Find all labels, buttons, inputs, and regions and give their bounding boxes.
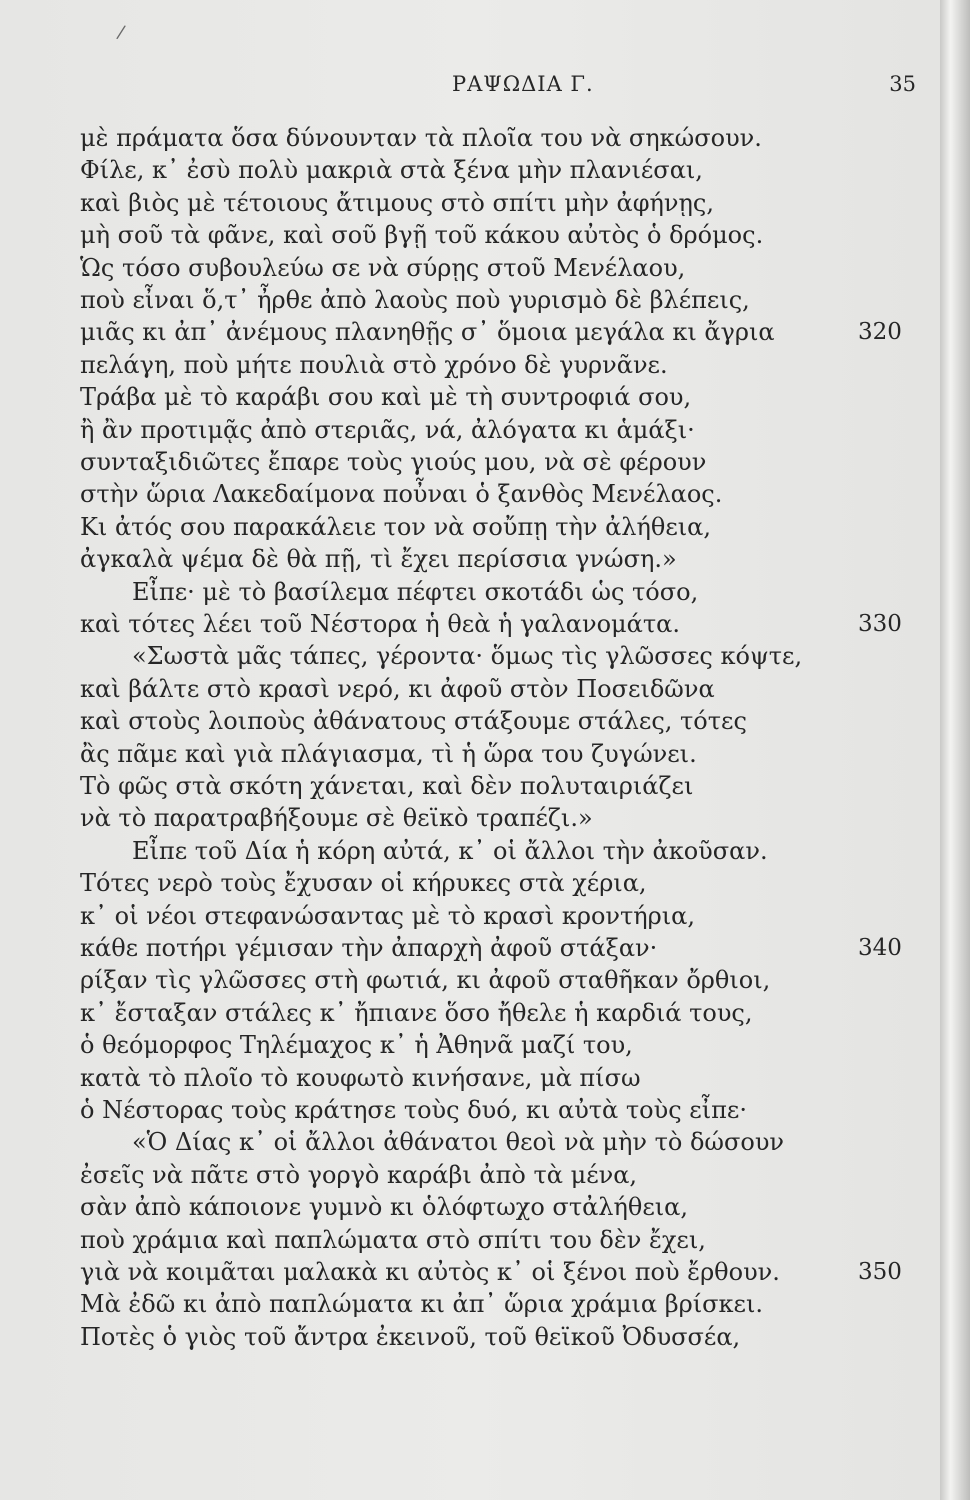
margin-mark: / [115, 21, 127, 44]
verse-line: γιὰ νὰ κοιμᾶται μαλακὰ κι αὐτὸς κ᾿ οἱ ξένοι ποὺ ἔρθουν. [80, 1258, 780, 1286]
page-edge [940, 0, 970, 1500]
verse-line: πελάγη, ποὺ μήτε πουλιὰ στὸ χρόνο δὲ γυρνᾶνε. [80, 350, 668, 379]
verse-line: «Ὁ Δίας κ᾿ οἱ ἄλλοι ἀθάνατοι θεοὶ νὰ μὴν τὸ δώσουν [132, 1128, 784, 1157]
verse-line: ὁ θεόμορφος Τηλέμαχος κ᾿ ἡ Ἀθηνᾶ μαζί του, [80, 1031, 633, 1060]
page-number: 35 [889, 72, 916, 96]
verse-line: μὲ πράματα ὅσα δύνουνταν τὰ πλοῖα του νὰ σηκώσουν. [80, 124, 762, 152]
verse-line: Τότες νερὸ τοὺς ἔχυσαν οἱ κήρυκες στὰ χέρια, [80, 869, 647, 898]
verse-line: Φίλε, κ᾿ ἐσὺ πολὺ μακριὰ στὰ ξένα μὴν πλανιέσαι, [80, 156, 703, 185]
verse-line: ποὺ χράμια καὶ παπλώματα στὸ σπίτι του δὲν ἔχει, [80, 1225, 706, 1254]
verse-line: Τράβα μὲ τὸ καράβι σου καὶ μὲ τὴ συντροφιά σου, [80, 383, 692, 412]
verse-line: ἀγκαλὰ ψέμα δὲ θὰ πῇ, τὶ ἔχει περίσσια γνώση.» [80, 545, 677, 574]
verse-line: Ποτὲς ὁ γιὸς τοῦ ἄντρα ἐκεινοῦ, τοῦ θεϊκοῦ Ὀδυσσέα, [80, 1322, 741, 1351]
verse-line: Εἶπε τοῦ Δία ἡ κόρη αὐτά, κ᾿ οἱ ἄλλοι τὴν ἀκοῦσαν. [132, 836, 768, 865]
verse-line: μιᾶς κι ἀπ᾿ ἀνέμους πλανηθῇς σ᾿ ὅμοια μεγάλα κι ἄγρια [80, 318, 775, 347]
line-number-320: 320 [858, 319, 902, 346]
verse-line: ὁ Νέστορας τοὺς κράτησε τοὺς δυό, κι αὐτὰ τοὺς εἶπε· [80, 1096, 747, 1124]
verse-line: στὴν ὥρια Λακεδαίμονα ποὖναι ὁ ξανθὸς Μενέλαος. [80, 480, 723, 509]
verse-line: καὶ βιὸς μὲ τέτοιους ἄτιμους στὸ σπίτι μὴν ἀφήνῃς, [80, 188, 714, 217]
verse-line: Εἶπε· μὲ τὸ βασίλεμα πέφτει σκοτάδι ὡς τόσο, [132, 577, 699, 606]
verse-line: καὶ στοὺς λοιποὺς ἀθάνατους στάξουμε στάλες, τότες [80, 707, 747, 736]
verse-line: ποὺ εἶναι ὅ,τ᾿ ἦρθε ἀπὸ λαοὺς ποὺ γυρισμὸ δὲ βλέπεις, [80, 286, 750, 314]
verse-line: ἐσεῖς νὰ πᾶτε στὸ γοργὸ καράβι ἀπὸ τὰ μένα, [80, 1160, 638, 1189]
verse-line: συνταξιδιῶτες ἔπαρε τοὺς γιούς μου, νὰ σὲ φέρουν [80, 448, 707, 476]
verse-line: Μὰ ἐδῶ κι ἀπὸ παπλώματα κι ἀπ᾿ ὥρια χράμια βρίσκει. [80, 1290, 764, 1319]
verse-line: κ᾿ οἱ νέοι στεφανώσαντας μὲ τὸ κρασὶ κροντήρια, [80, 901, 695, 930]
verse-line: κ᾿ ἔσταξαν στάλες κ᾿ ἤπιανε ὅσο ἤθελε ἡ καρδιά τους, [80, 998, 753, 1027]
verse-line: ἂς πᾶμε καὶ γιὰ πλάγιασμα, τὶ ἡ ὥρα του ζυγώνει. [80, 739, 697, 768]
verse-line: ἢ ἂν προτιμᾷς ἀπὸ στεριᾶς, νά, ἀλόγατα κι ἁμάξι· [80, 415, 695, 444]
verse-line: «Σωστὰ μᾶς τάπες, γέροντα· ὅμως τὶς γλῶσσες κόψτε, [132, 642, 803, 671]
line-number-340: 340 [858, 935, 902, 961]
verse-line: Ὡς τόσο συβουλεύω σε νὰ σύρῃς στοῦ Μενέλαου, [80, 253, 686, 282]
verse-line: καὶ βάλτε στὸ κρασὶ νερό, κι ἀφοῦ στὸν Ποσειδῶνα [80, 674, 715, 703]
verse-line: Τὸ φῶς στὰ σκότη χάνεται, καὶ δὲν πολυταιριάζει [80, 772, 694, 800]
verse-line: ρίξαν τὶς γλῶσσες στὴ φωτιά, κι ἀφοῦ σταθῆκαν ὄρθιοι, [80, 966, 771, 995]
verse-line: κάθε ποτήρι γέμισαν τὴν ἀπαρχὴ ἀφοῦ στάξαν· [80, 934, 658, 962]
verse-line: μὴ σοῦ τὰ φᾶνε, καὶ σοῦ βγῇ τοῦ κάκου αὐτὸς ὁ δρόμος. [80, 221, 764, 250]
verse-line: κατὰ τὸ πλοῖο τὸ κουφωτὸ κινήσανε, μὰ πίσω [80, 1063, 641, 1092]
line-number-330: 330 [858, 611, 902, 637]
verse-line: Κι ἀτός σου παρακάλειε τον νὰ σοὔπῃ τὴν ἀλήθεια, [80, 512, 712, 541]
line-number-350: 350 [858, 1259, 902, 1285]
verse-line: νὰ τὸ παρατραβήξουμε σὲ θεϊκὸ τραπέζι.» [80, 804, 593, 833]
verse-line: σὰν ἀπὸ κάποιονε γυμνὸ κι ὁλόφτωχο στἀλήθεια, [80, 1193, 689, 1222]
verse-line: καὶ τότες λέει τοῦ Νέστορα ἡ θεὰ ἡ γαλανομάτα. [80, 610, 680, 638]
running-header: ΡΑΨΩΔΙΑ Γ. [452, 72, 594, 96]
